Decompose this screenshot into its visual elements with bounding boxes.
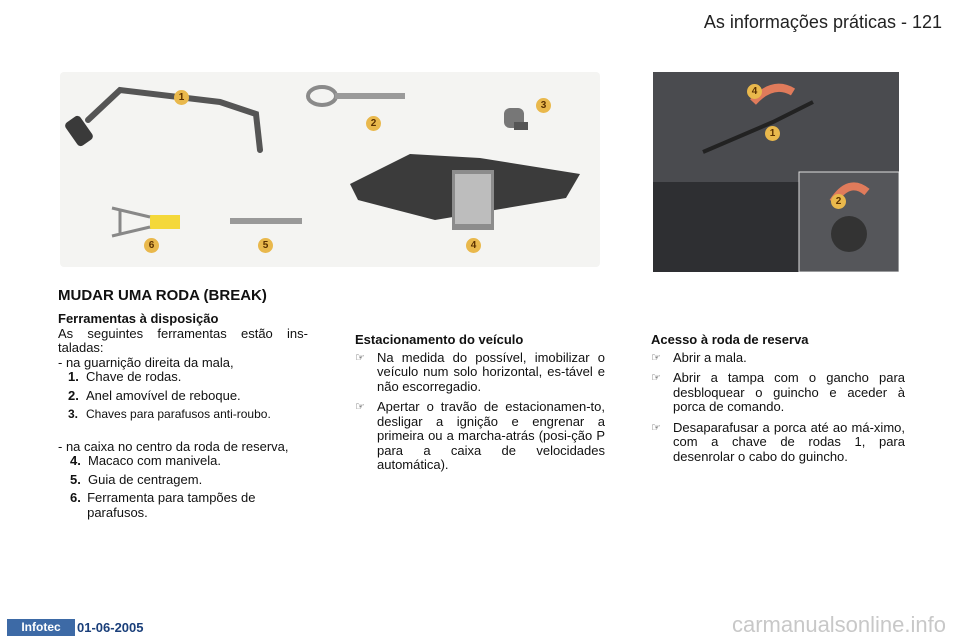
- group2-list: [70, 454, 308, 520]
- wheel-wrench-icon: [64, 90, 260, 150]
- callout-badge: 4: [466, 238, 481, 253]
- callout-badge: 1: [174, 90, 189, 105]
- callout-badge: 6: [144, 238, 159, 253]
- list-item: 3. Chaves para parafusos anti-roubo.: [68, 407, 271, 421]
- tools-heading: Ferramentas à disposição: [58, 311, 219, 326]
- bolt-cap-tool-icon: [112, 208, 180, 236]
- callout-badge: 1: [765, 126, 780, 141]
- list-item: 4. Macaco com manivela.: [70, 453, 221, 468]
- spare-wheel-column: [651, 333, 905, 464]
- pointing-hand-icon: ☞: [651, 371, 661, 384]
- section-title: MUDAR UMA RODA (BREAK): [58, 287, 267, 304]
- towing-ring-icon: [308, 87, 405, 105]
- callout-badge: 5: [258, 238, 273, 253]
- pointing-hand-icon: ☞: [651, 420, 661, 434]
- anti-theft-key-icon: [504, 108, 528, 130]
- callout-badge: 2: [366, 116, 381, 131]
- centering-guide-icon: [230, 218, 302, 224]
- pointing-hand-icon: ☞: [355, 350, 365, 364]
- parking-column: [355, 333, 605, 473]
- trunk-drawing: [653, 72, 899, 272]
- list-item: ☞ Abrir a tampa com o gancho para desbloquear o guincho e aceder à porca de comando.: [651, 370, 905, 414]
- list-item: ☞ Abrir a mala.: [651, 349, 747, 365]
- callout-badge: 4: [747, 84, 762, 99]
- tools-drawing: [60, 72, 600, 267]
- list-item: 5. Guia de centragem.: [70, 471, 203, 487]
- footer-date: 01-06-2005: [77, 620, 144, 635]
- list-item: ☞ Desaparafusar a porca até ao má-ximo, com a chave de rodas 1, para desenrolar o cabo do guincho.: [651, 419, 905, 464]
- list-item: ☞ Apertar o travão de estacionamen-to, desligar a ignição e engrenar a primeira ou a marcha-atrás (posi-ção P para a caixa de velocidades automática).: [355, 399, 605, 472]
- tools-intro: As seguintes ferramentas estão ins-taladas:: [58, 325, 308, 355]
- group2-label: - na caixa no centro da roda de reserva,: [58, 438, 289, 454]
- callout-badge: 3: [536, 98, 551, 113]
- infotec-logo: Infotec: [7, 619, 75, 636]
- watermark: carmanualsonline.info: [731, 612, 946, 637]
- list-item: 2. Anel amovível de reboque.: [68, 387, 241, 403]
- spare-wheel-heading: Acesso à roda de reserva: [651, 332, 809, 347]
- tools-illustration: [60, 72, 600, 267]
- group1-label: - na guarnição direita da mala,: [58, 354, 234, 370]
- trunk-floor-photo: [653, 72, 899, 272]
- pointing-hand-icon: ☞: [651, 350, 661, 364]
- list-item: ☞ Na medida do possível, imobilizar o veículo num solo horizontal, es-tável e não escorregadio.: [355, 349, 605, 394]
- list-item: 6. Ferramenta para tampões de parafusos.: [70, 490, 256, 520]
- pointing-hand-icon: ☞: [355, 400, 365, 413]
- page-header: As informações práticas - 121: [703, 12, 942, 32]
- group1-list: [68, 370, 308, 422]
- parking-heading: Estacionamento do veículo: [355, 332, 524, 347]
- jack-icon: [350, 154, 580, 230]
- list-item: 1. Chave de rodas.: [68, 369, 182, 384]
- tools-column: [58, 312, 308, 520]
- callout-badge: 2: [831, 194, 846, 209]
